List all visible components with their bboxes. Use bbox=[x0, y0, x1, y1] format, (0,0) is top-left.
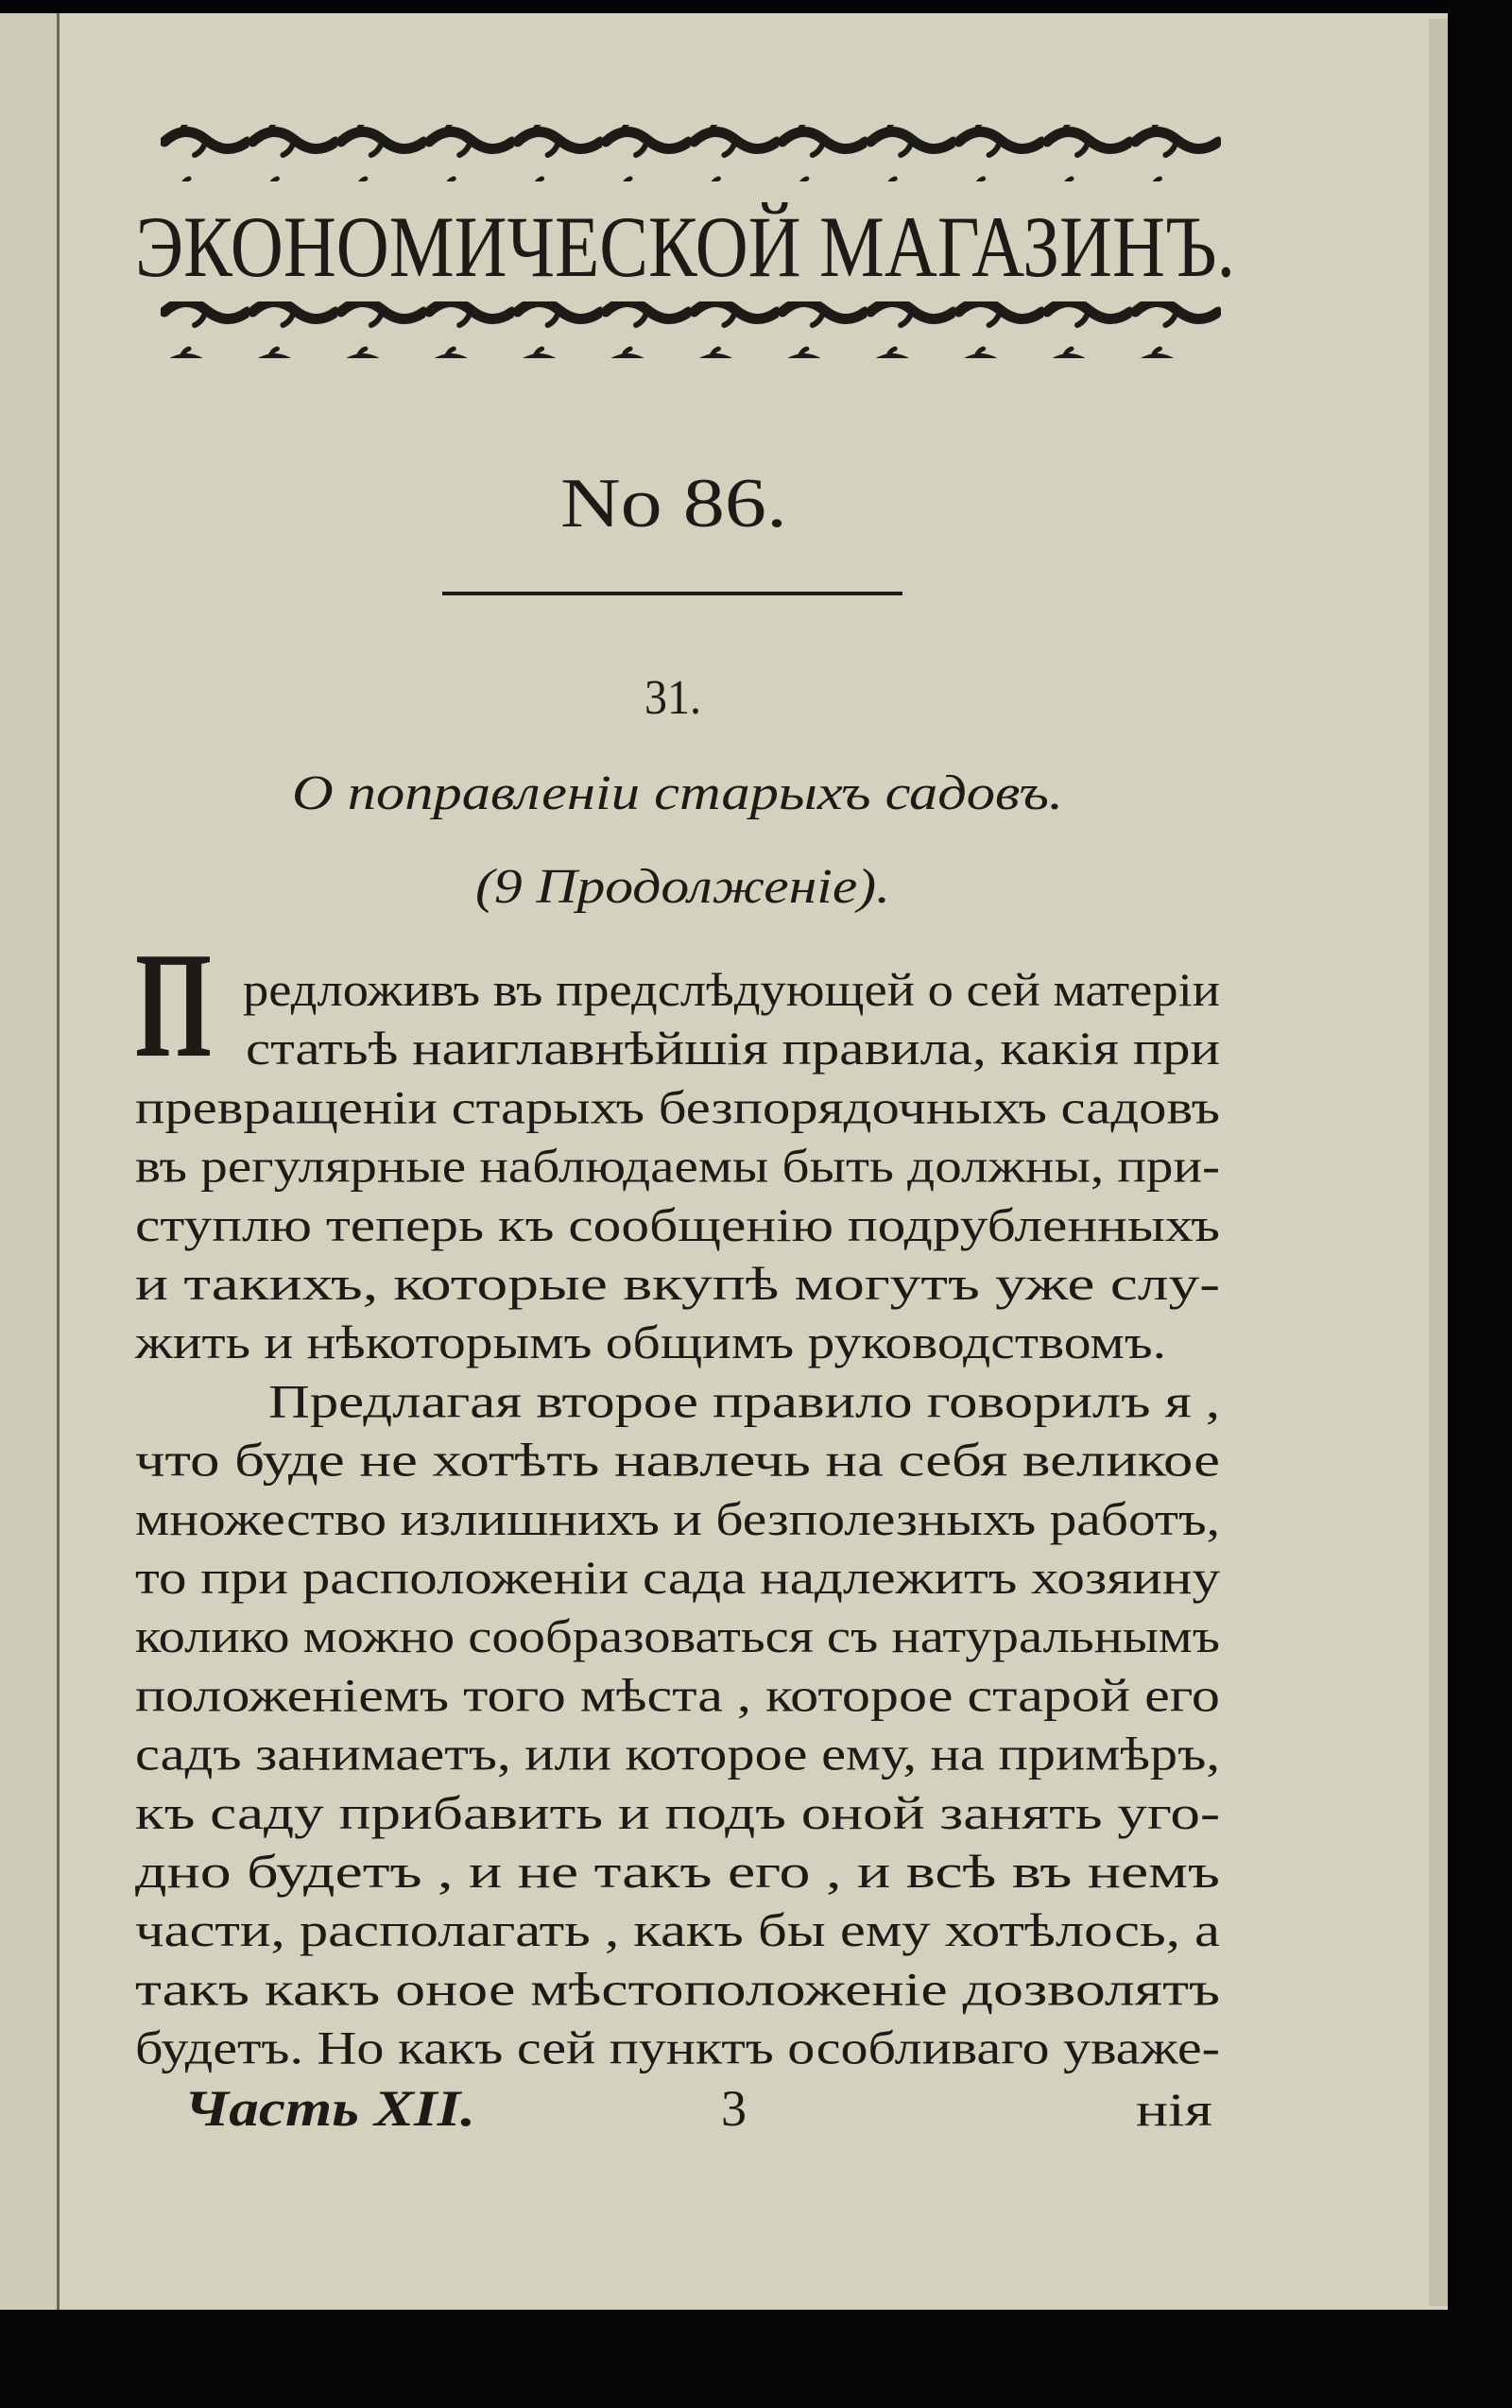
drop-cap: П bbox=[135, 920, 212, 1089]
body-text bbox=[134, 963, 1220, 2074]
body-line: и такихъ, которые вкупѣ могутъ уже слу- bbox=[135, 1257, 1220, 1310]
body-line: колико можно сообразоваться съ натуральнымъ bbox=[135, 1609, 1220, 1663]
gutter-fold-line bbox=[57, 13, 60, 2310]
body-line: будетъ. Но какъ сей пунктъ особливаго уваже- bbox=[135, 2021, 1220, 2074]
bottom-ornament-band bbox=[161, 301, 1221, 358]
body-line: Предлагая второе правило говорилъ я , bbox=[268, 1374, 1220, 1428]
body-line: такъ какъ оное мѣстоположеніе дозволятъ bbox=[135, 1962, 1220, 2016]
page-edge bbox=[1429, 19, 1448, 2306]
top-ornament-band bbox=[161, 125, 1221, 181]
body-line: ступлю теперь къ сообщенію подрубленныхъ bbox=[135, 1197, 1220, 1251]
magazine-title: ЭКОНОМИЧЕСКОЙ МАГАЗИНЪ. bbox=[135, 198, 1235, 295]
article-title: О поправленіи старыхъ садовъ. bbox=[292, 766, 1063, 820]
body-line: статьѣ наиглавнѣйшія правила, какія при bbox=[246, 1022, 1220, 1075]
body-line: редложивъ въ предслѣдующей о сей матеріи bbox=[243, 963, 1220, 1016]
continuation-note: (9 Продолженіе). bbox=[475, 860, 890, 914]
body-line: положеніемъ того мѣста , которое старой его bbox=[135, 1668, 1220, 1722]
issue-number: No 86. bbox=[560, 465, 787, 542]
body-line: что буде не хотѣть навлечь на себя великое bbox=[135, 1433, 1220, 1487]
signature-label: Часть XII. bbox=[184, 2080, 475, 2137]
body-line: въ регулярные наблюдаемы быть должны, при- bbox=[135, 1139, 1220, 1193]
signature-mark: 3 bbox=[721, 2080, 747, 2137]
gutter-strip bbox=[0, 13, 57, 2310]
section-number: 31. bbox=[644, 671, 701, 725]
body-line: превращеніи старыхъ безпорядочныхъ садовъ bbox=[135, 1080, 1220, 1134]
body-line: садъ занимаетъ, или которое ему, на примѣръ, bbox=[135, 1727, 1220, 1780]
body-line: то при расположеніи сада надлежитъ хозяину bbox=[135, 1551, 1220, 1604]
body-line: множество излишнихъ и безполезныхъ работъ, bbox=[135, 1491, 1220, 1545]
body-line: къ саду прибавить и подъ оной занять уго- bbox=[135, 1785, 1220, 1839]
divider-rule bbox=[442, 592, 902, 595]
catchword: нія bbox=[1136, 2083, 1212, 2136]
body-line: части, располагать , какъ бы ему хотѣлось, а bbox=[135, 1903, 1220, 1957]
body-line: жить и нѣкоторымъ общимъ руководствомъ. bbox=[133, 1316, 1167, 1369]
body-line: дно будетъ , и не такъ его , и всѣ въ немъ bbox=[135, 1845, 1220, 1898]
